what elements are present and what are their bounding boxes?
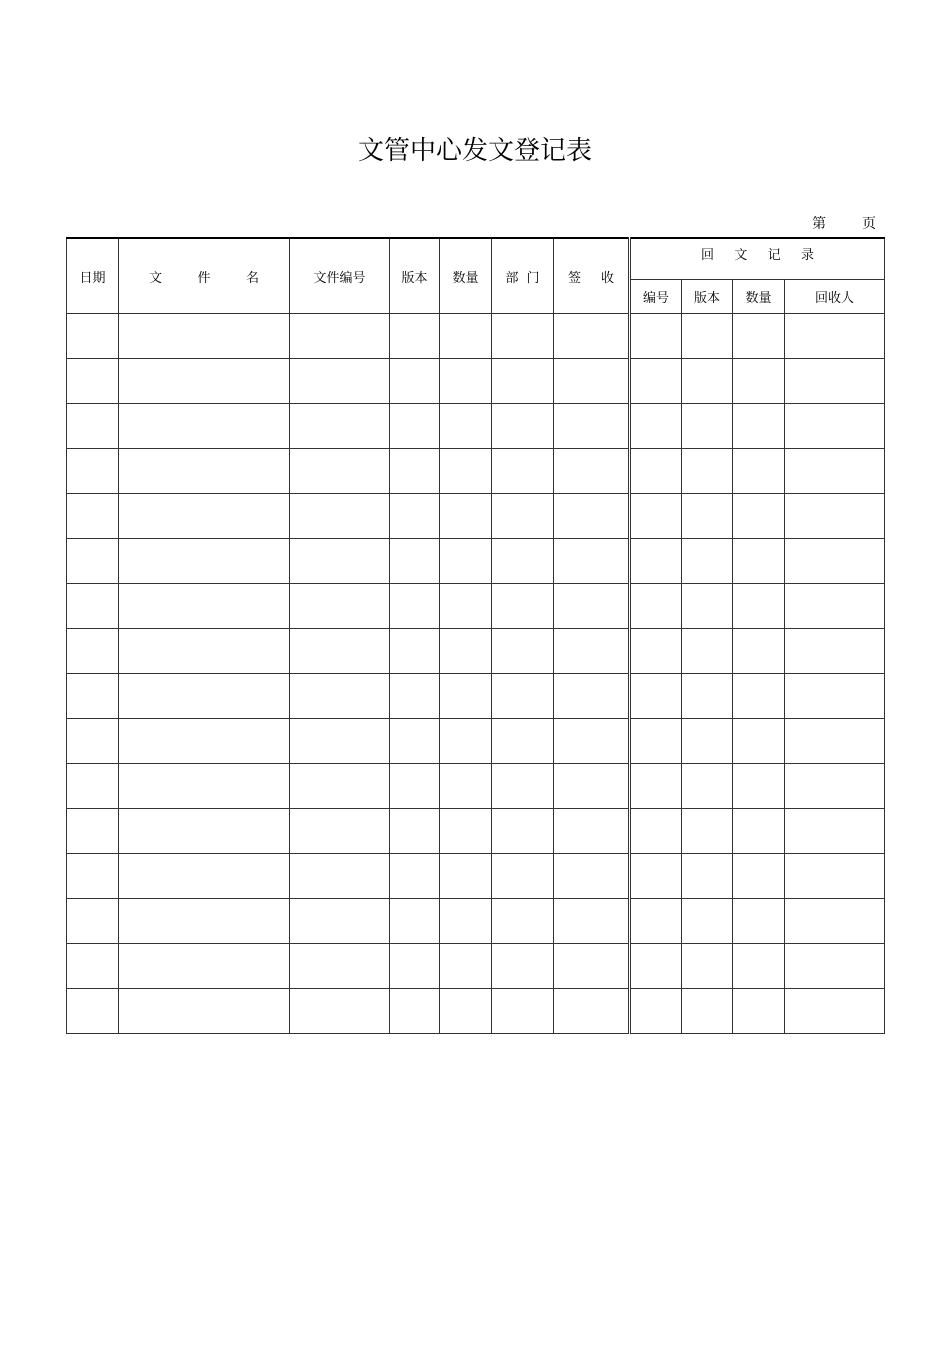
- cell-file-name[interactable]: [119, 989, 290, 1034]
- cell-quantity[interactable]: [440, 809, 492, 854]
- page-number-label: [812, 213, 876, 233]
- cell-reply-number[interactable]: [630, 449, 682, 494]
- cell-quantity[interactable]: [440, 404, 492, 449]
- cell-quantity[interactable]: [440, 584, 492, 629]
- cell-reply-version[interactable]: [682, 674, 733, 719]
- cell-quantity[interactable]: [440, 944, 492, 989]
- cell-file-number[interactable]: [290, 449, 390, 494]
- cell-department[interactable]: [492, 539, 554, 584]
- cell-date[interactable]: [67, 674, 119, 719]
- cell-department[interactable]: [492, 359, 554, 404]
- table-row: [67, 989, 885, 1034]
- cell-file-number[interactable]: [290, 944, 390, 989]
- cell-quantity[interactable]: [440, 719, 492, 764]
- cell-reply-version[interactable]: [682, 719, 733, 764]
- cell-date[interactable]: [67, 719, 119, 764]
- cell-reply-recipient[interactable]: [785, 359, 885, 404]
- cell-sign[interactable]: [554, 629, 630, 674]
- table-row: [67, 449, 885, 494]
- cell-reply-version[interactable]: [682, 314, 733, 359]
- cell-quantity[interactable]: [440, 854, 492, 899]
- cell-file-number[interactable]: [290, 719, 390, 764]
- cell-file-number[interactable]: [290, 989, 390, 1034]
- cell-sign[interactable]: [554, 314, 630, 359]
- cell-version[interactable]: [390, 404, 440, 449]
- cell-quantity[interactable]: [440, 764, 492, 809]
- cell-reply-version[interactable]: [682, 629, 733, 674]
- table-row: [67, 854, 885, 899]
- cell-sign[interactable]: [554, 584, 630, 629]
- cell-reply-recipient[interactable]: [785, 449, 885, 494]
- table-row: [67, 584, 885, 629]
- cell-reply-number[interactable]: [630, 809, 682, 854]
- cell-sign[interactable]: [554, 809, 630, 854]
- registration-table: [66, 237, 885, 1034]
- cell-reply-version[interactable]: [682, 989, 733, 1034]
- cell-file-name[interactable]: [119, 494, 290, 539]
- cell-reply-quantity[interactable]: [733, 854, 785, 899]
- cell-reply-recipient[interactable]: [785, 584, 885, 629]
- cell-date[interactable]: [67, 809, 119, 854]
- cell-file-number[interactable]: [290, 539, 390, 584]
- table-row: [67, 764, 885, 809]
- cell-reply-version[interactable]: [682, 539, 733, 584]
- cell-reply-recipient[interactable]: [785, 719, 885, 764]
- header-department: 部 门: [492, 238, 554, 314]
- cell-reply-quantity[interactable]: [733, 359, 785, 404]
- cell-reply-quantity[interactable]: [733, 404, 785, 449]
- cell-reply-quantity[interactable]: [733, 629, 785, 674]
- cell-sign[interactable]: [554, 674, 630, 719]
- cell-reply-number[interactable]: [630, 674, 682, 719]
- cell-quantity[interactable]: [440, 899, 492, 944]
- cell-reply-recipient[interactable]: [785, 809, 885, 854]
- cell-file-name[interactable]: [119, 359, 290, 404]
- cell-file-number[interactable]: [290, 359, 390, 404]
- cell-file-name[interactable]: [119, 314, 290, 359]
- cell-reply-recipient[interactable]: [785, 944, 885, 989]
- cell-quantity[interactable]: [440, 629, 492, 674]
- page-prefix: 第: [812, 216, 826, 232]
- cell-quantity[interactable]: [440, 494, 492, 539]
- cell-file-name[interactable]: [119, 674, 290, 719]
- cell-reply-number[interactable]: [630, 944, 682, 989]
- cell-file-name[interactable]: [119, 539, 290, 584]
- cell-reply-version[interactable]: [682, 809, 733, 854]
- cell-reply-number[interactable]: [630, 359, 682, 404]
- cell-version[interactable]: [390, 674, 440, 719]
- cell-version[interactable]: [390, 449, 440, 494]
- cell-reply-number[interactable]: [630, 314, 682, 359]
- table-row: [67, 944, 885, 989]
- table-body: [67, 314, 885, 1034]
- cell-file-number[interactable]: [290, 674, 390, 719]
- cell-sign[interactable]: [554, 989, 630, 1034]
- cell-sign[interactable]: [554, 539, 630, 584]
- cell-file-name[interactable]: [119, 719, 290, 764]
- cell-quantity[interactable]: [440, 314, 492, 359]
- cell-reply-version[interactable]: [682, 944, 733, 989]
- cell-reply-version[interactable]: [682, 449, 733, 494]
- cell-reply-quantity[interactable]: [733, 494, 785, 539]
- cell-date[interactable]: [67, 449, 119, 494]
- cell-reply-recipient[interactable]: [785, 764, 885, 809]
- cell-file-name[interactable]: [119, 764, 290, 809]
- cell-version[interactable]: [390, 854, 440, 899]
- cell-reply-quantity[interactable]: [733, 944, 785, 989]
- cell-department[interactable]: [492, 854, 554, 899]
- cell-sign[interactable]: [554, 764, 630, 809]
- cell-sign[interactable]: [554, 404, 630, 449]
- cell-sign[interactable]: [554, 449, 630, 494]
- cell-reply-recipient[interactable]: [785, 989, 885, 1034]
- cell-reply-number[interactable]: [630, 584, 682, 629]
- cell-reply-quantity[interactable]: [733, 449, 785, 494]
- cell-file-name[interactable]: [119, 809, 290, 854]
- cell-department[interactable]: [492, 674, 554, 719]
- cell-file-number[interactable]: [290, 854, 390, 899]
- cell-file-number[interactable]: [290, 629, 390, 674]
- cell-date[interactable]: [67, 899, 119, 944]
- header-reply-quantity: 数量: [733, 280, 785, 314]
- table-row: [67, 539, 885, 584]
- header-version: 版本: [390, 238, 440, 314]
- cell-date[interactable]: [67, 539, 119, 584]
- cell-reply-recipient[interactable]: [785, 854, 885, 899]
- table-row: [67, 359, 885, 404]
- cell-file-number[interactable]: [290, 584, 390, 629]
- cell-reply-recipient[interactable]: [785, 899, 885, 944]
- cell-reply-version[interactable]: [682, 764, 733, 809]
- cell-file-name[interactable]: [119, 899, 290, 944]
- cell-reply-version[interactable]: [682, 404, 733, 449]
- cell-department[interactable]: [492, 719, 554, 764]
- cell-version[interactable]: [390, 719, 440, 764]
- cell-file-number[interactable]: [290, 809, 390, 854]
- cell-file-number[interactable]: [290, 314, 390, 359]
- cell-reply-quantity[interactable]: [733, 764, 785, 809]
- cell-reply-quantity[interactable]: [733, 674, 785, 719]
- cell-file-name[interactable]: [119, 449, 290, 494]
- cell-department[interactable]: [492, 404, 554, 449]
- cell-reply-recipient[interactable]: [785, 539, 885, 584]
- header-file-name: 文 件 名: [119, 238, 290, 314]
- cell-version[interactable]: [390, 764, 440, 809]
- cell-department[interactable]: [492, 629, 554, 674]
- cell-version[interactable]: [390, 899, 440, 944]
- cell-reply-recipient[interactable]: [785, 629, 885, 674]
- cell-file-name[interactable]: [119, 854, 290, 899]
- cell-department[interactable]: [492, 584, 554, 629]
- cell-date[interactable]: [67, 359, 119, 404]
- cell-date[interactable]: [67, 404, 119, 449]
- cell-reply-number[interactable]: [630, 899, 682, 944]
- cell-file-number[interactable]: [290, 494, 390, 539]
- cell-quantity[interactable]: [440, 359, 492, 404]
- cell-sign[interactable]: [554, 944, 630, 989]
- cell-reply-recipient[interactable]: [785, 674, 885, 719]
- cell-version[interactable]: [390, 809, 440, 854]
- cell-file-name[interactable]: [119, 629, 290, 674]
- cell-reply-version[interactable]: [682, 584, 733, 629]
- cell-reply-quantity[interactable]: [733, 584, 785, 629]
- cell-date[interactable]: [67, 764, 119, 809]
- cell-reply-recipient[interactable]: [785, 404, 885, 449]
- cell-sign[interactable]: [554, 494, 630, 539]
- cell-reply-number[interactable]: [630, 404, 682, 449]
- cell-file-number[interactable]: [290, 404, 390, 449]
- header-reply-record: 回 文 记 录: [630, 238, 885, 280]
- cell-quantity[interactable]: [440, 449, 492, 494]
- cell-reply-quantity[interactable]: [733, 539, 785, 584]
- table-row: [67, 404, 885, 449]
- cell-reply-version[interactable]: [682, 359, 733, 404]
- cell-file-name[interactable]: [119, 584, 290, 629]
- cell-department[interactable]: [492, 494, 554, 539]
- cell-reply-number[interactable]: [630, 494, 682, 539]
- cell-department[interactable]: [492, 764, 554, 809]
- cell-reply-quantity[interactable]: [733, 719, 785, 764]
- cell-quantity[interactable]: [440, 674, 492, 719]
- cell-date[interactable]: [67, 584, 119, 629]
- cell-department[interactable]: [492, 989, 554, 1034]
- header-reply-version: 版本: [682, 280, 733, 314]
- cell-version[interactable]: [390, 989, 440, 1034]
- table-row: [67, 809, 885, 854]
- table-row: [67, 899, 885, 944]
- cell-date[interactable]: [67, 854, 119, 899]
- page-title: 文管中心发文登记表: [357, 136, 592, 166]
- cell-date[interactable]: [67, 989, 119, 1034]
- cell-reply-quantity[interactable]: [733, 314, 785, 359]
- cell-department[interactable]: [492, 944, 554, 989]
- cell-date[interactable]: [67, 944, 119, 989]
- header-date: 日期: [67, 238, 119, 314]
- cell-version[interactable]: [390, 629, 440, 674]
- cell-reply-quantity[interactable]: [733, 899, 785, 944]
- cell-reply-quantity[interactable]: [733, 989, 785, 1034]
- cell-department[interactable]: [492, 449, 554, 494]
- cell-version[interactable]: [390, 314, 440, 359]
- header-reply-recipient: 回收人: [785, 280, 885, 314]
- header-sign: 签 收: [554, 238, 630, 314]
- header-file-number: 文件编号: [290, 238, 390, 314]
- cell-version[interactable]: [390, 494, 440, 539]
- table-row: [67, 314, 885, 359]
- table-row: [67, 629, 885, 674]
- cell-quantity[interactable]: [440, 989, 492, 1034]
- cell-sign[interactable]: [554, 719, 630, 764]
- cell-version[interactable]: [390, 584, 440, 629]
- cell-sign[interactable]: [554, 359, 630, 404]
- cell-date[interactable]: [67, 629, 119, 674]
- cell-department[interactable]: [492, 809, 554, 854]
- cell-sign[interactable]: [554, 854, 630, 899]
- cell-reply-version[interactable]: [682, 854, 733, 899]
- cell-version[interactable]: [390, 359, 440, 404]
- table-row: [67, 494, 885, 539]
- cell-reply-number[interactable]: [630, 854, 682, 899]
- cell-reply-number[interactable]: [630, 719, 682, 764]
- cell-reply-version[interactable]: [682, 494, 733, 539]
- cell-reply-number[interactable]: [630, 539, 682, 584]
- cell-reply-quantity[interactable]: [733, 809, 785, 854]
- table-row: [67, 719, 885, 764]
- cell-reply-number[interactable]: [630, 989, 682, 1034]
- cell-version[interactable]: [390, 944, 440, 989]
- cell-reply-number[interactable]: [630, 764, 682, 809]
- cell-department[interactable]: [492, 314, 554, 359]
- cell-file-number[interactable]: [290, 764, 390, 809]
- page-suffix: 页: [862, 216, 876, 232]
- cell-file-number[interactable]: [290, 899, 390, 944]
- cell-date[interactable]: [67, 494, 119, 539]
- cell-sign[interactable]: [554, 899, 630, 944]
- cell-date[interactable]: [67, 314, 119, 359]
- table-row: [67, 674, 885, 719]
- cell-version[interactable]: [390, 539, 440, 584]
- cell-file-name[interactable]: [119, 944, 290, 989]
- cell-department[interactable]: [492, 899, 554, 944]
- cell-reply-version[interactable]: [682, 899, 733, 944]
- header-quantity: 数量: [440, 238, 492, 314]
- header-reply-number: 编号: [630, 280, 682, 314]
- cell-reply-recipient[interactable]: [785, 314, 885, 359]
- cell-file-name[interactable]: [119, 404, 290, 449]
- cell-reply-number[interactable]: [630, 629, 682, 674]
- cell-reply-recipient[interactable]: [785, 494, 885, 539]
- cell-quantity[interactable]: [440, 539, 492, 584]
